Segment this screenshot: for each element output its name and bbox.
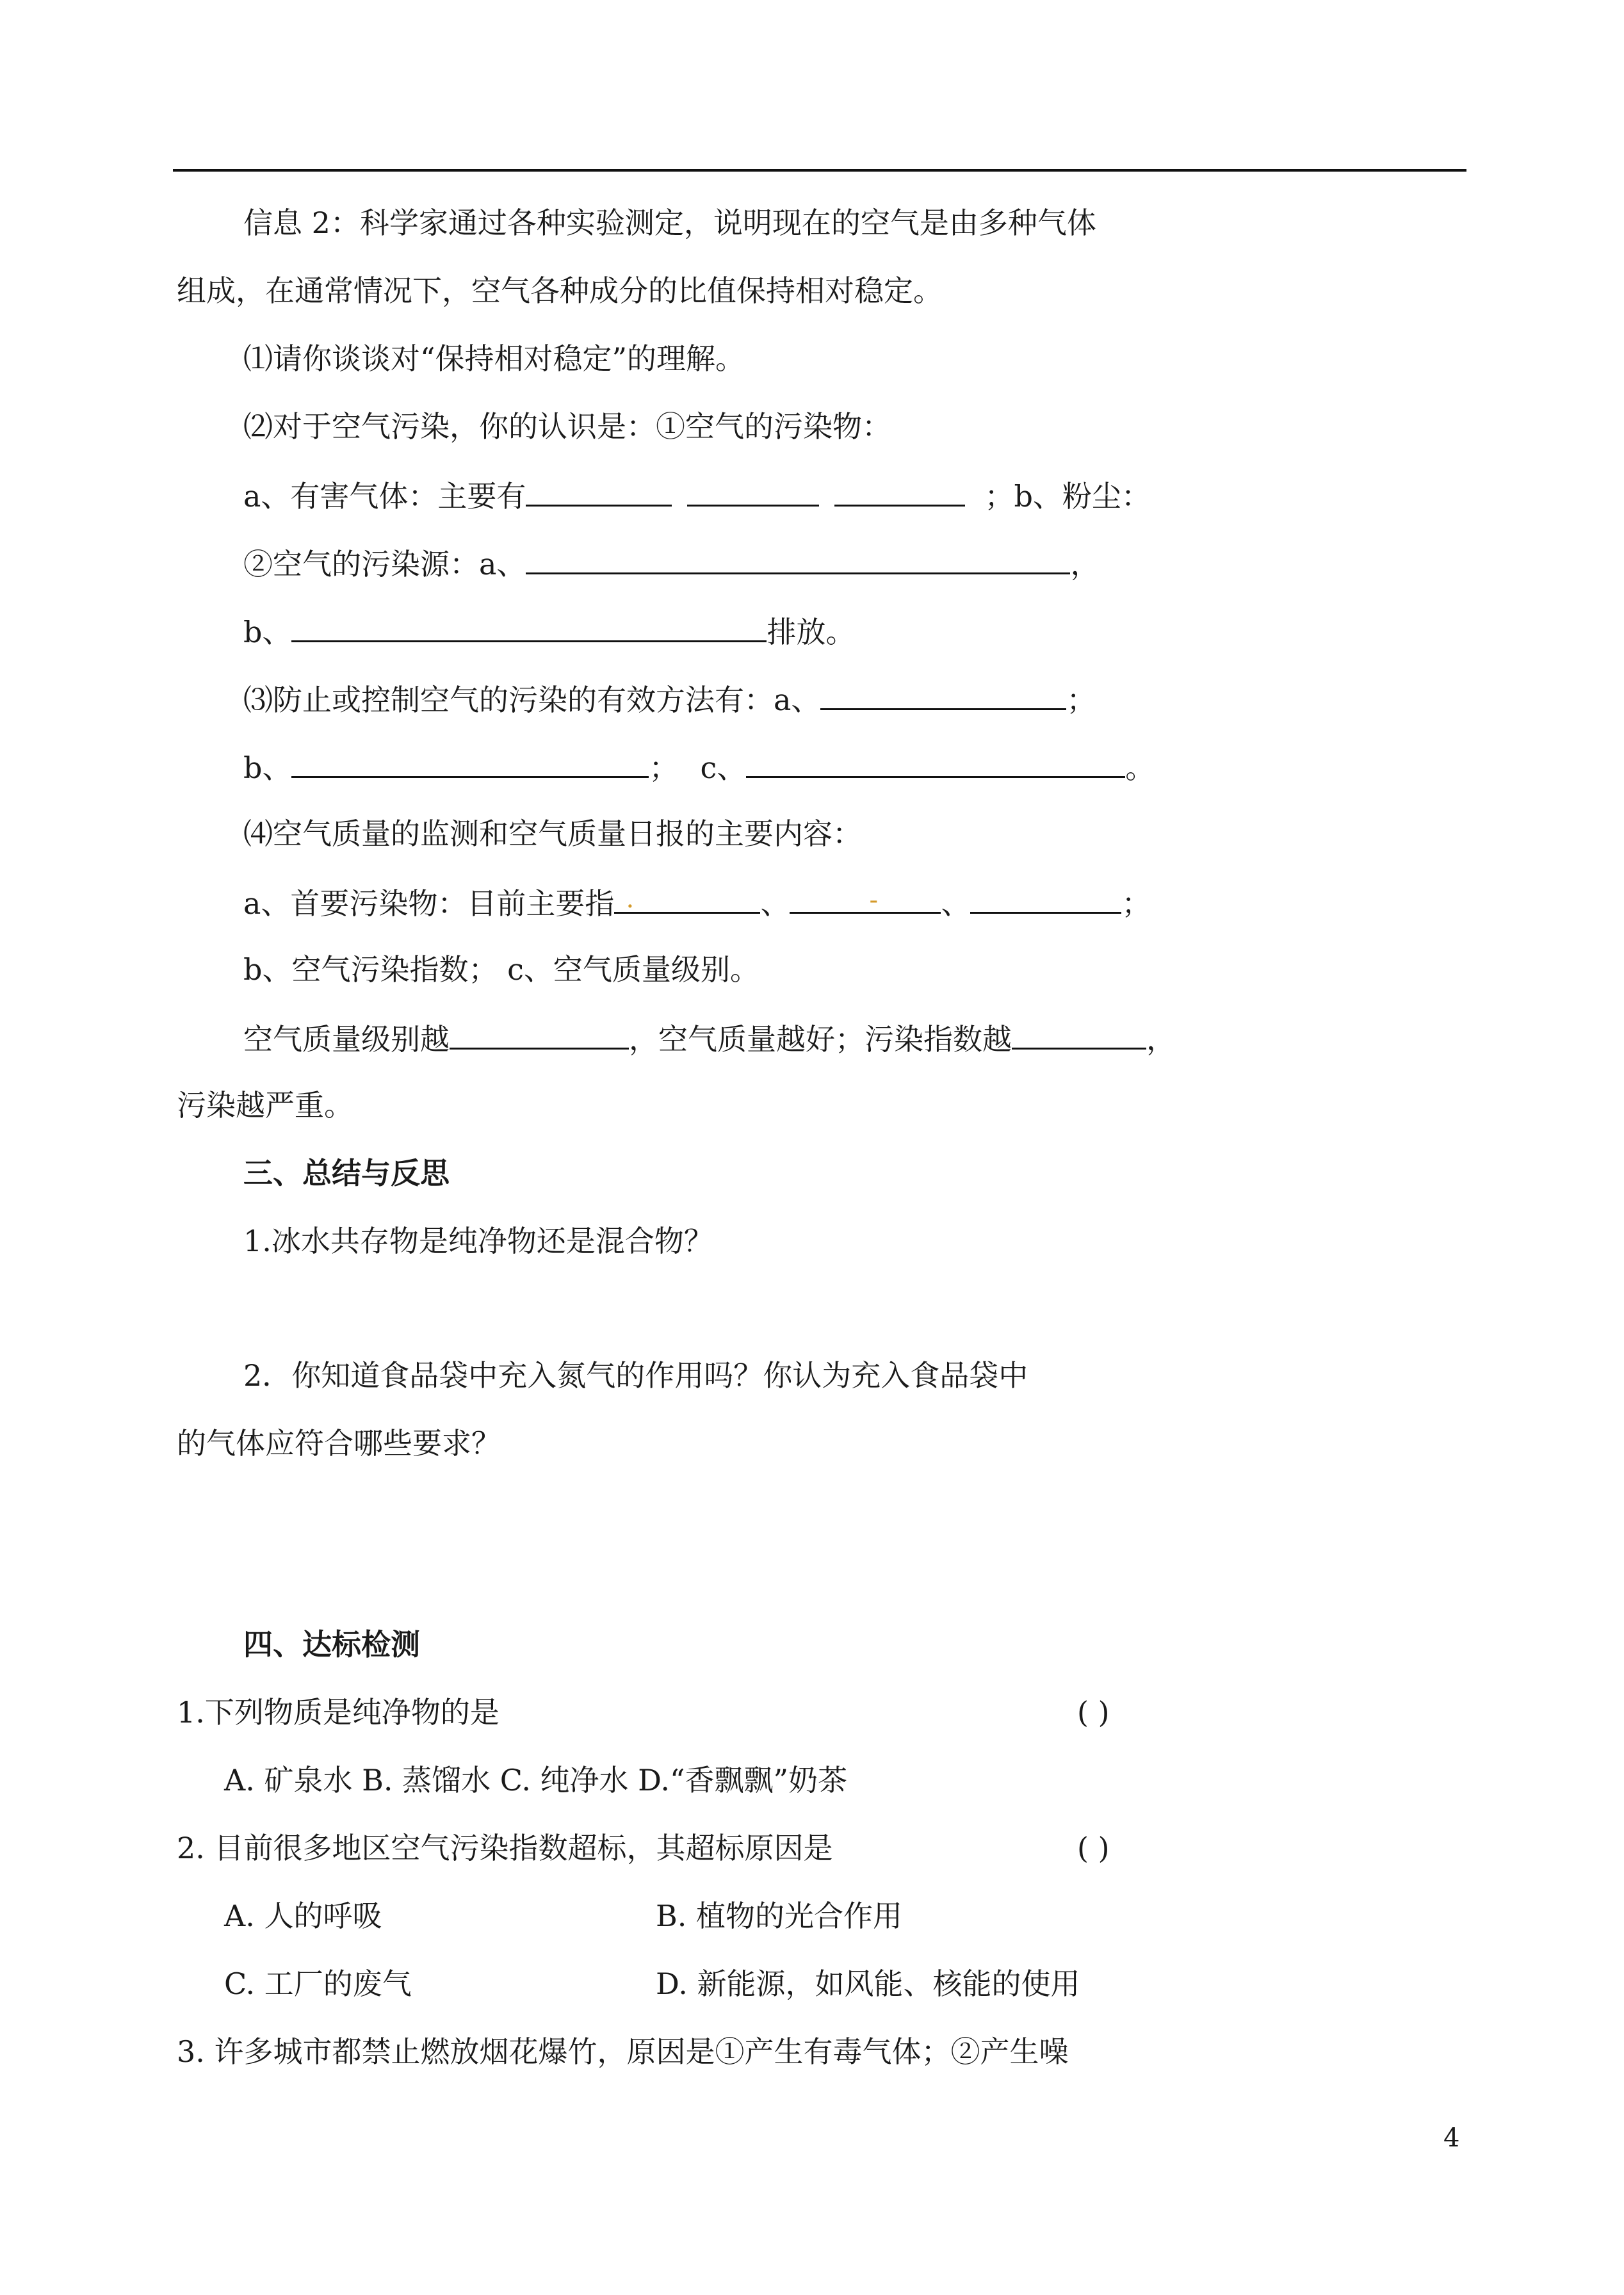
question-2-intro: ⑵对于空气污染，你的认识是：①空气的污染物： <box>243 409 891 444</box>
source-b-suffix: 排放。 <box>767 615 856 649</box>
section-3-item-2-line-1: 2．你知道食品袋中充入氮气的作用吗？你认为充入食品袋中 <box>243 1358 1028 1393</box>
test-q2-option-c: C. 工厂的废气 <box>224 1967 412 2001</box>
dash-mark: - <box>869 886 878 915</box>
test-q2-option-a: A. 人的呼吸 <box>224 1899 382 1933</box>
blank-quality-level[interactable] <box>450 1018 629 1050</box>
blank-method-a[interactable] <box>820 679 1066 710</box>
method-c-prefix: c、 <box>700 750 747 785</box>
dun-1: 、 <box>760 886 790 921</box>
quality-mid: ，空气质量越好；污染指数越 <box>629 1022 1012 1057</box>
blank-pollutant-3[interactable] <box>970 882 1121 914</box>
question-3-line <box>243 679 1096 719</box>
test-q2-stem: 2. 目前很多地区空气污染指数超标，其超标原因是 <box>177 1831 833 1865</box>
source-b-prefix: b、 <box>243 615 292 649</box>
test-q1-options: A. 矿泉水 B. 蒸馏水 C. 纯净水 D.“香飘飘”奶茶 <box>224 1763 848 1797</box>
pollution-source-line <box>243 543 1100 583</box>
source-prefix: ②空气的污染源：a、 <box>243 547 526 581</box>
question-2-gases-line <box>243 475 1151 515</box>
primary-pollutants-line <box>243 882 1151 923</box>
blank-gas-1[interactable] <box>526 475 672 507</box>
quality-prefix: 空气质量级别越 <box>243 1022 450 1057</box>
method-a-end: ； <box>1066 683 1096 717</box>
question-4-intro: ⑷空气质量的监测和空气质量日报的主要内容： <box>243 816 862 851</box>
primary-pollutants-prefix: a、首要污染物：目前主要指 <box>243 886 615 921</box>
blank-pollutant-2[interactable] <box>790 882 941 914</box>
info2-line2: 组成，在通常情况下，空气各种成分的比值保持相对稳定。 <box>177 273 943 308</box>
blank-method-c[interactable] <box>746 747 1125 778</box>
test-q1-answer-bracket[interactable]: ( ) <box>1077 1695 1110 1730</box>
method-b-prefix: b、 <box>243 750 292 785</box>
source-end: ， <box>1070 547 1100 581</box>
test-q1-stem: 1.下列物质是纯净物的是 <box>177 1695 499 1730</box>
index-and-level-line: b、空气污染指数； c、空气质量级别。 <box>243 952 759 987</box>
source-b-line <box>243 611 855 651</box>
method-c-end: 。 <box>1125 750 1155 785</box>
pollution-severity-line <box>177 1086 353 1124</box>
gases-prefix: a、有害气体：主要有 <box>243 479 526 514</box>
dun-2: 、 <box>941 886 971 921</box>
quality-level-line <box>243 1018 1176 1058</box>
test-q2-option-d: D. 新能源，如风能、核能的使用 <box>656 1967 1080 2001</box>
blank-pollution-index[interactable] <box>1012 1018 1146 1050</box>
dot-mark: . <box>626 884 635 914</box>
section-3-item-2-line-2: 的气体应符合哪些要求？ <box>177 1426 501 1461</box>
question-1: ⑴请你谈谈对“保持相对稳定”的理解。 <box>243 341 745 376</box>
methods-bc-line <box>243 747 1155 787</box>
section-3-item-1: 1.冰水共存物是纯净物还是混合物？ <box>243 1224 713 1258</box>
blank-gas-3[interactable] <box>834 475 965 507</box>
quality-end: ， <box>1146 1022 1176 1057</box>
pollutants-end: ； <box>1121 886 1151 921</box>
section-3-title: 三、总结与反思 <box>243 1156 450 1190</box>
question-3-intro: ⑶防止或控制空气的污染的有效方法有：a、 <box>243 683 821 717</box>
header-rule <box>173 169 1466 172</box>
section-4-title: 四、达标检测 <box>243 1627 420 1662</box>
test-q2-answer-bracket[interactable]: ( ) <box>1077 1831 1110 1865</box>
method-b-sep: ； <box>649 750 679 785</box>
blank-source-a[interactable] <box>526 543 1070 574</box>
blank-gas-2[interactable] <box>687 475 819 507</box>
test-q3-stem: 3. 许多城市都禁止燃放烟花爆竹，原因是①产生有毒气体；②产生噪 <box>177 2034 1069 2069</box>
dust-label: ；b、粉尘： <box>984 479 1151 514</box>
blank-method-b[interactable] <box>291 747 649 778</box>
blank-source-b[interactable] <box>291 611 767 642</box>
pollution-severity-text: 污染越严重。 <box>177 1088 353 1123</box>
blank-pollutant-1[interactable] <box>614 882 760 914</box>
test-q2-option-b: B. 植物的光合作用 <box>656 1899 903 1933</box>
page-number: 4 <box>1443 2123 1460 2153</box>
info2-line1: 信息 2：科学家通过各种实验测定，说明现在的空气是由多种气体 <box>243 206 1096 240</box>
